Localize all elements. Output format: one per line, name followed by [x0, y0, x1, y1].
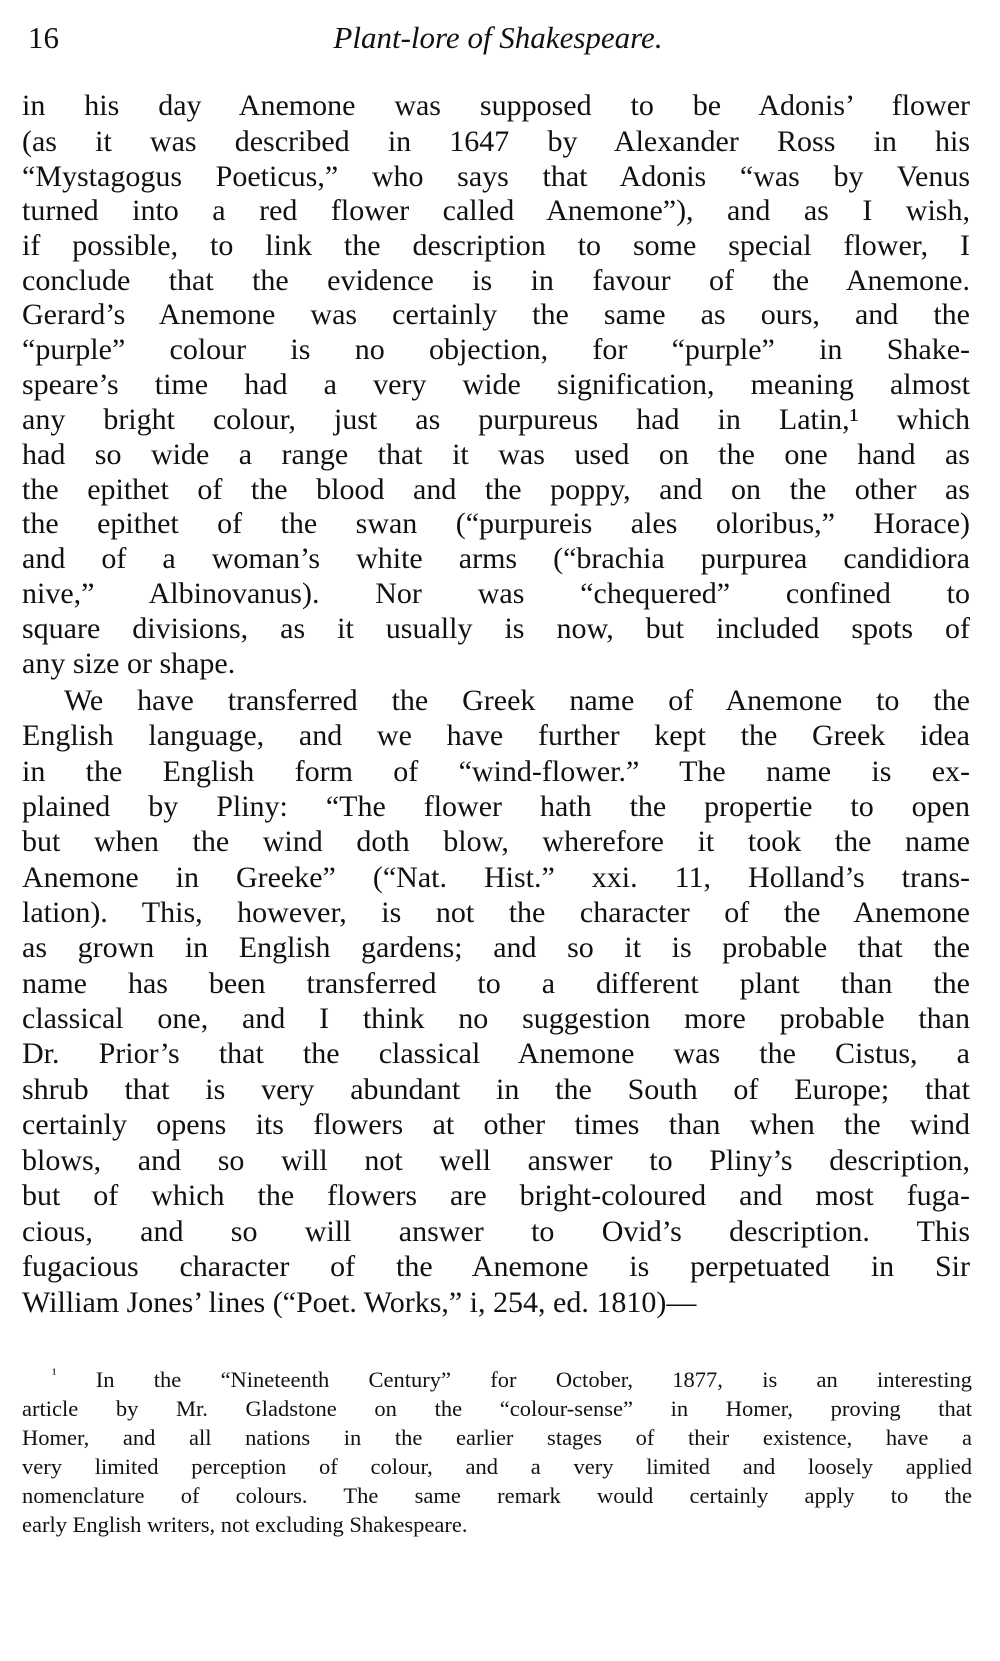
text-line: “purple” colour is no objection, for “purple” in Shake-	[22, 333, 970, 366]
text-line: Dr. Prior’s that the classical Anemone was the Cistus, a	[22, 1037, 970, 1070]
text-line: as grown in English gardens; and so it is probable that the	[22, 931, 970, 964]
page-number: 16	[28, 20, 59, 55]
footnote-line-text: In the “Nineteenth Century” for October, 1877, is an interesting	[95, 1367, 972, 1392]
text-line: William Jones’ lines (“Poet. Works,” i, 254, ed. 1810)—	[22, 1286, 697, 1319]
text-line: had so wide a range that it was used on the one hand as	[22, 438, 970, 471]
text-line: if possible, to link the description to some special flower, I	[22, 229, 970, 262]
text-line: lation). This, however, is not the character of the Anemone	[22, 896, 970, 929]
text-line: in the English form of “wind-flower.” The name is ex-	[22, 755, 970, 788]
text-line: square divisions, as it usually is now, but included spots of	[22, 612, 970, 645]
text-line: Anemone in Greeke” (“Nat. Hist.” xxi. 11, Holland’s trans-	[22, 861, 970, 894]
text-line: (as it was described in 1647 by Alexander Ross in his	[22, 125, 970, 158]
text-line: classical one, and I think no suggestion more probable than	[22, 1002, 970, 1035]
text-line: certainly opens its flowers at other times than when the wind	[22, 1108, 970, 1141]
text-line: any size or shape.	[22, 647, 236, 680]
text-line: speare’s time had a very wide signification, meaning almost	[22, 368, 970, 401]
text-line: nive,” Albinovanus). Nor was “chequered” confined to	[22, 577, 970, 610]
footnote-line: very limited perception of colour, and a very limited and loosely applied	[22, 1454, 972, 1479]
footnote-line	[52, 1366, 972, 1394]
text-line: We have transferred the Greek name of Anemone to the	[64, 684, 970, 717]
text-line: English language, and we have further kept the Greek idea	[22, 719, 970, 752]
text-line: blows, and so will not well answer to Pliny’s description,	[22, 1144, 970, 1177]
footnote-line: nomenclature of colours. The same remark would certainly apply to the	[22, 1483, 972, 1508]
running-head	[28, 14, 968, 62]
text-line: turned into a red flower called Anemone”), and as I wish,	[22, 194, 970, 227]
text-line: any bright colour, just as purpureus had in Latin,¹ which	[22, 403, 970, 436]
footnote-line: Homer, and all nations in the earlier stages of their existence, have a	[22, 1425, 972, 1450]
footnote-line: early English writers, not excluding Shakespeare.	[22, 1512, 468, 1537]
text-line: plained by Pliny: “The flower hath the propertie to open	[22, 790, 970, 823]
footnote-marker: ¹	[52, 1366, 57, 1383]
text-line: but of which the flowers are bright-coloured and most fuga-	[22, 1179, 970, 1212]
text-line: “Mystagogus Poeticus,” who says that Adonis “was by Venus	[22, 160, 970, 193]
text-line: the epithet of the swan (“purpureis ales oloribus,” Horace)	[22, 507, 970, 540]
text-line: in his day Anemone was supposed to be Adonis’ flower	[22, 89, 970, 122]
text-line: but when the wind doth blow, wherefore it took the name	[22, 825, 970, 858]
text-line: fugacious character of the Anemone is perpetuated in Sir	[22, 1250, 970, 1283]
text-line: and of a woman’s white arms (“brachia purpurea candidiora	[22, 542, 970, 575]
text-line: cious, and so will answer to Ovid’s description. This	[22, 1215, 970, 1248]
text-line: conclude that the evidence is in favour of the Anemone.	[22, 264, 970, 297]
footnote-line: article by Mr. Gladstone on the “colour-sense” in Homer, proving that	[22, 1396, 972, 1421]
text-line: the epithet of the blood and the poppy, and on the other as	[22, 473, 970, 506]
text-line: Gerard’s Anemone was certainly the same as ours, and the	[22, 298, 970, 331]
text-line: name has been transferred to a different plant than the	[22, 967, 970, 1000]
running-title: Plant-lore of Shakespeare.	[333, 20, 663, 55]
text-line: shrub that is very abundant in the South of Europe; that	[22, 1073, 970, 1106]
